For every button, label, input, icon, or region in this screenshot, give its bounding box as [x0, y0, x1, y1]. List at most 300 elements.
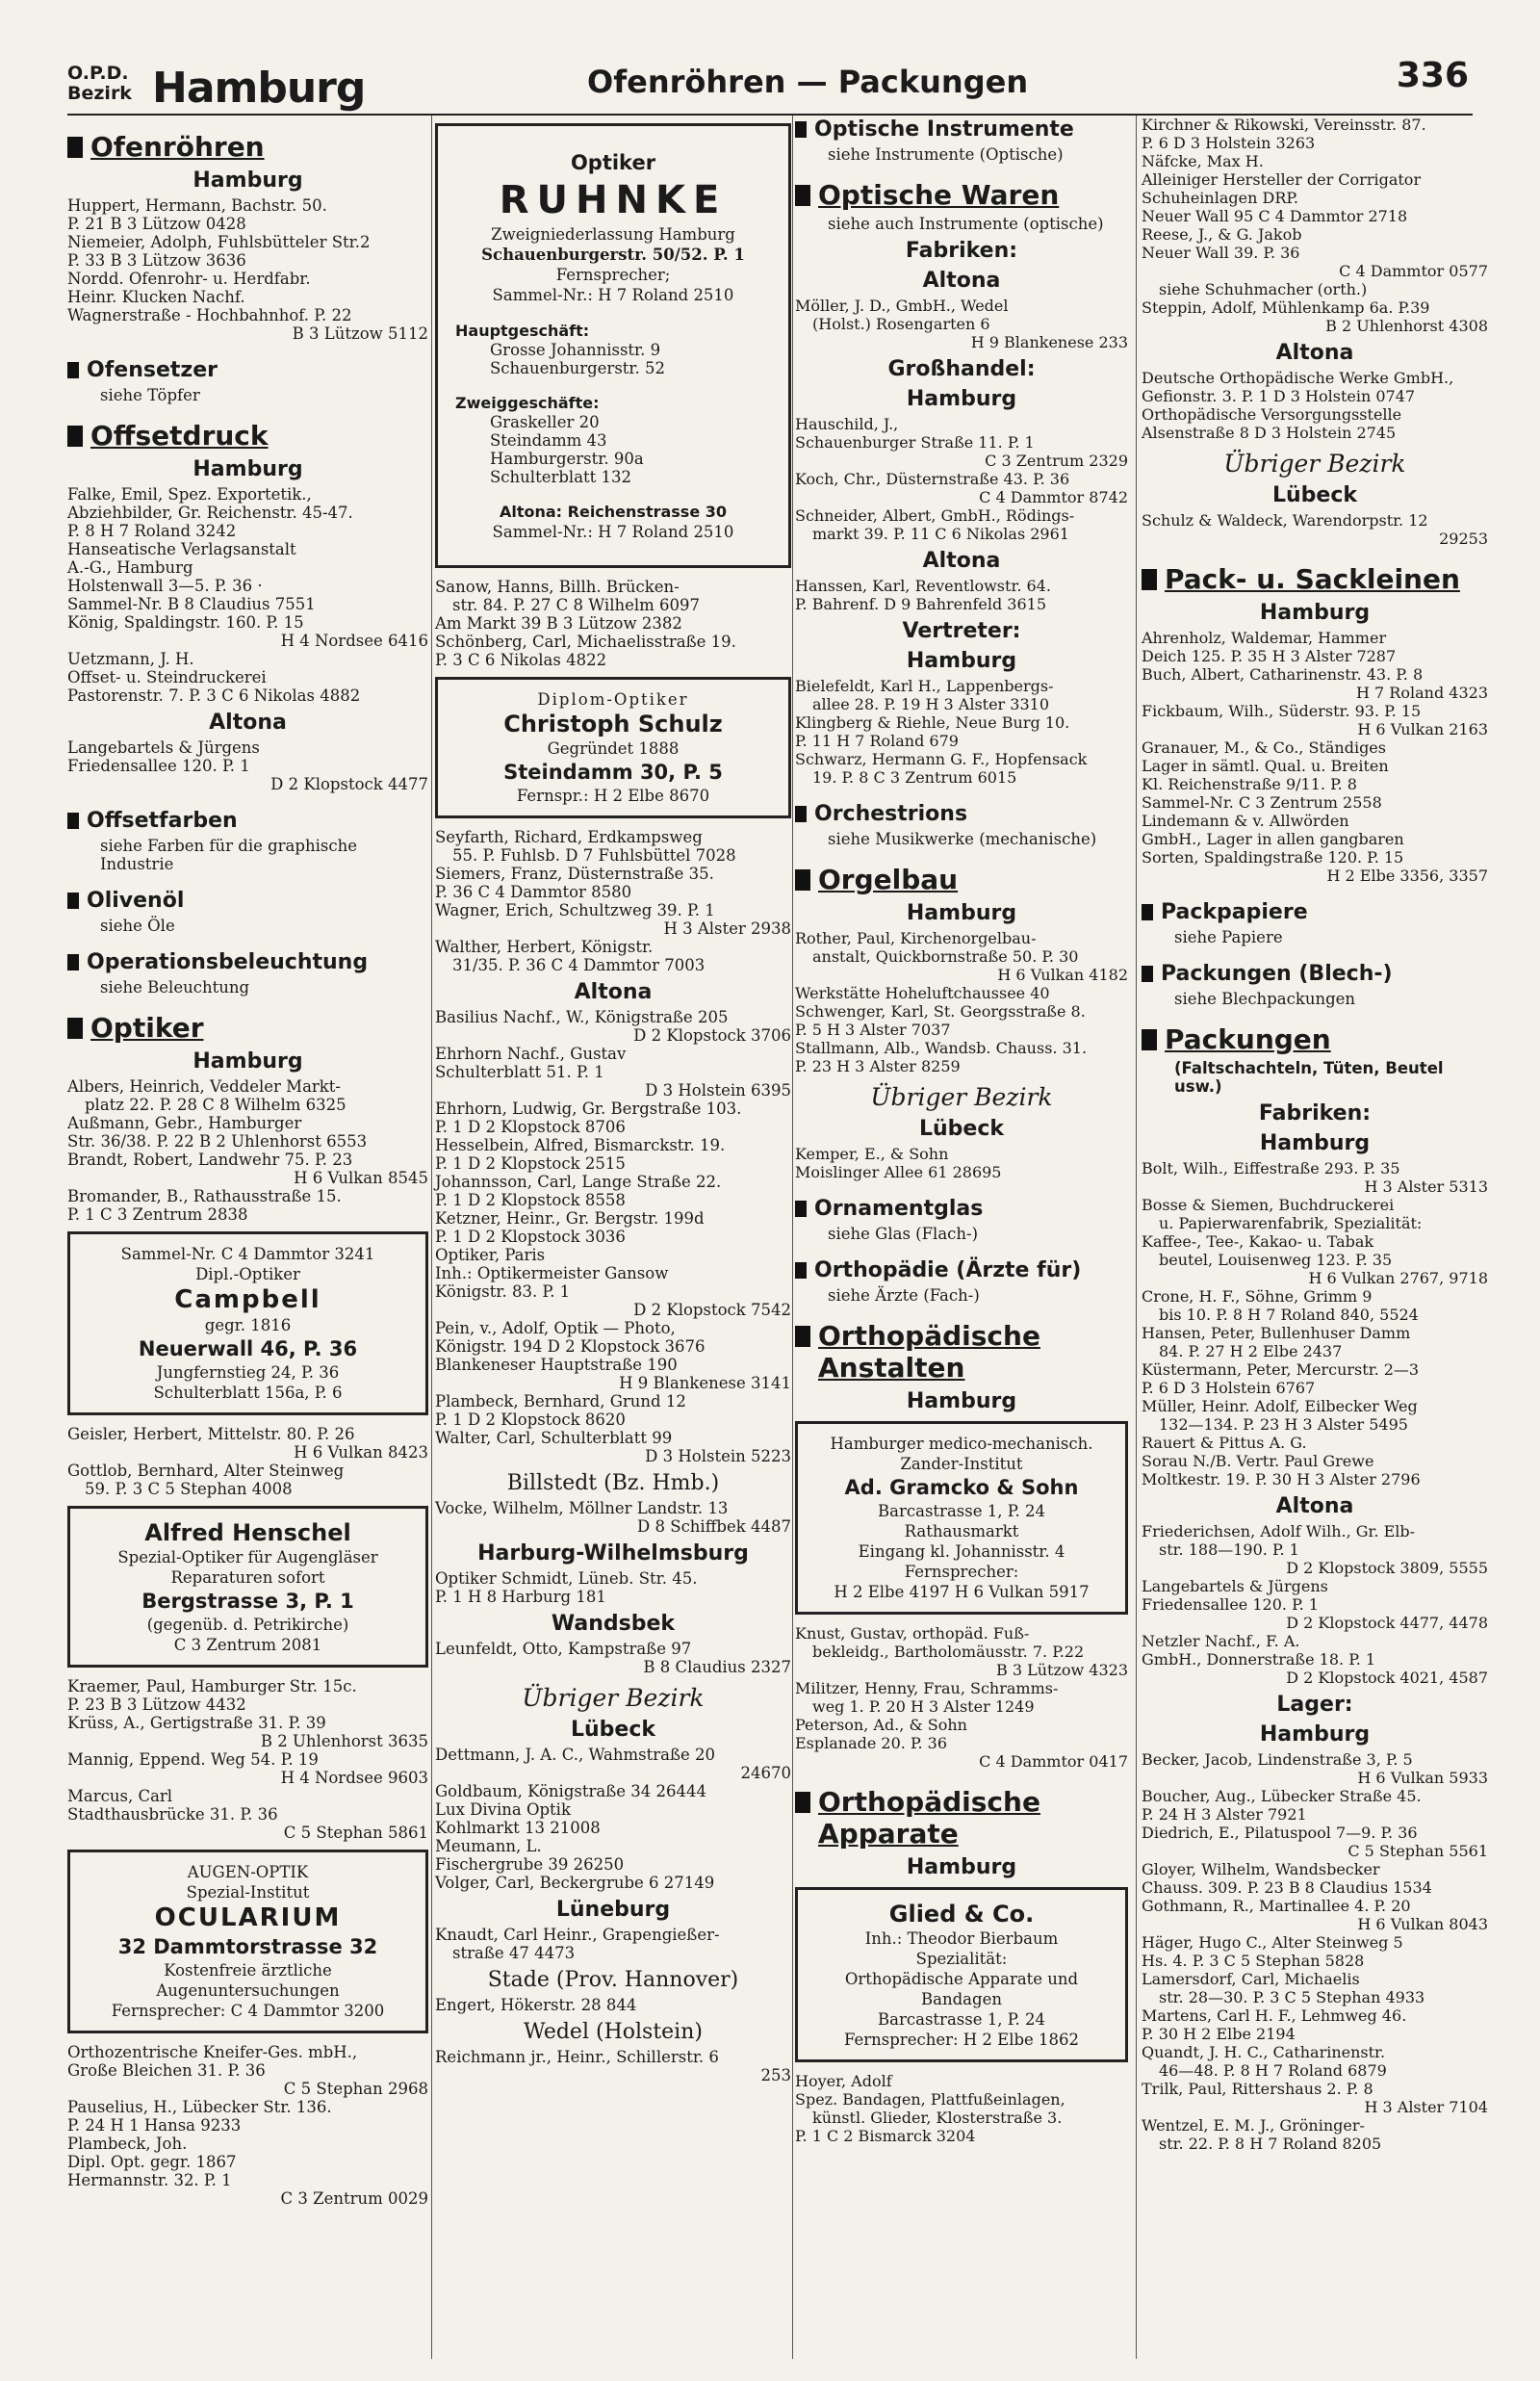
city-heading: Altona [209, 711, 287, 735]
entry-line: GmbH., Lager in allen gangbaren [1142, 830, 1404, 848]
entry-line: P. 23 B 3 Lützow 4432 [67, 1695, 246, 1714]
entry-line: Diedrich, E., Pilatuspool 7—9. P. 36 [1142, 1824, 1418, 1842]
entry-line: Brandt, Robert, Landwehr 75. P. 23 [67, 1151, 353, 1169]
entry-line: P. 33 B 3 Lützow 3636 [67, 251, 246, 270]
entry-line: bekleidg., Bartholomäusstr. 7. P.22 [812, 1643, 1085, 1661]
column-2 [435, 116, 791, 2084]
entry-line: Grosse Johannisstr. 9 [490, 341, 661, 359]
entry-line: str. 28—30. P. 3 C 5 Stephan 4933 [1159, 1988, 1425, 2006]
entry-line: künstl. Glieder, Klosterstraße 3. [812, 2109, 1063, 2127]
entry-line: H 9 Blankenese 233 [970, 333, 1128, 351]
city-heading: Hamburg [906, 1855, 1017, 1879]
column-divider [792, 116, 793, 2359]
entry-line: Hauschild, J., [795, 415, 899, 433]
entry-line: C 4 Dammtor 0577 [1339, 262, 1488, 280]
entry-line: Fischergrube 39 26250 [435, 1855, 625, 1874]
entry-line: Deutsche Orthopädische Werke GmbH., [1142, 369, 1454, 387]
entry-list [67, 738, 428, 793]
entry-line: Wagner, Erich, Schultzweg 39. P. 1 [435, 901, 715, 919]
city-heading: Stade (Prov. Hannover) [487, 1968, 739, 1992]
entry-line: Lamersdorf, Carl, Michaelis [1142, 1970, 1360, 1988]
advertiser-name: OCULARIUM [154, 1903, 342, 1932]
entry-list [795, 929, 1128, 1075]
entry-line: allee 28. P. 19 H 3 Alster 3310 [812, 695, 1050, 713]
entry-line: Huppert, Hermann, Bachstr. 50. [67, 196, 327, 215]
entry-line: H 2 Elbe 3356, 3357 [1326, 867, 1488, 885]
entry-list [67, 2043, 428, 2208]
entry-list [795, 677, 1128, 787]
entry-line: str. 22. P. 8 H 7 Roland 8205 [1159, 2135, 1382, 2153]
entry-line: Sorau N./B. Vertr. Paul Grewe [1142, 1452, 1374, 1470]
entry-line: Alsenstraße 8 D 3 Holstein 2745 [1142, 424, 1397, 442]
advertisement-glied: Glied & Co. Inh.: Theodor Bierbaum Spezialität: Orthopädische Apparate und Bandagen Barcastrasse 1, P. 24 Fernsprecher: H 2 Elbe 1862 [795, 1887, 1128, 2062]
entry-line: Steppin, Adolf, Mühlenkamp 6a. P.39 [1142, 298, 1430, 317]
entry-line: Inh.: Optikermeister Gansow [435, 1264, 669, 1282]
entry-list [435, 1569, 791, 1606]
entry-line: P. 30 H 2 Elbe 2194 [1142, 2025, 1296, 2043]
entry-line: weg 1. P. 20 H 3 Alster 1249 [812, 1697, 1035, 1716]
entry-line: P. 11 H 7 Roland 679 [795, 732, 959, 750]
entry-line: GmbH., Donnerstraße 18. P. 1 [1142, 1650, 1376, 1669]
entry-line: Steindamm 43 [490, 431, 607, 450]
entry-list [1142, 1750, 1488, 2153]
section-orthopaedie: Orthopädie (Ärzte für) [795, 1258, 1128, 1282]
entry-line: Hanseatische Verlagsanstalt [67, 540, 296, 558]
city-heading: Billstedt (Bz. Hmb.) [506, 1471, 720, 1495]
section-offsetdruck: Offsetdruck [67, 420, 428, 452]
entry-line: Militzer, Henny, Frau, Schramms- [795, 1679, 1059, 1697]
advertiser-name: Campbell [174, 1285, 321, 1314]
sub-heading: Fabriken: [905, 239, 1018, 263]
entry-list [1142, 116, 1488, 335]
city-heading: Hamburg [192, 168, 303, 193]
entry-line: Küstermann, Peter, Mercurstr. 2—3 [1142, 1360, 1420, 1379]
entry-line: Chauss. 309. P. 23 B 8 Claudius 1534 [1142, 1878, 1432, 1897]
entry-line: P. 36 C 4 Dammtor 8580 [435, 883, 632, 901]
entry-line: Meumann, L. [435, 1837, 542, 1855]
entry-line: Friederichsen, Adolf Wilh., Gr. Elb- [1142, 1522, 1416, 1540]
advertisement-schulz: Diplom-Optiker Christoph Schulz Gegründet 1888 Steindamm 30, P. 5 Fernspr.: H 2 Elbe 8670 [435, 677, 791, 818]
entry-line: Goldbaum, Königstraße 34 26444 [435, 1782, 706, 1800]
entry-list [67, 485, 428, 705]
entry-list [795, 577, 1128, 613]
entry-line: Gothmann, R., Martinallee 4. P. 20 [1142, 1897, 1411, 1915]
entry-line: Heinr. Klucken Nachf. [67, 288, 245, 306]
see-reference: siehe auch Instrumente (optische) [828, 215, 1104, 233]
entry-list [67, 1077, 428, 1224]
entry-line: P. 8 H 7 Roland 3242 [67, 522, 237, 540]
entry-line: 24670 [740, 1764, 791, 1782]
section-packungen: Packungen [1142, 1023, 1488, 1055]
entry-line: Seyfarth, Richard, Erdkampsweg [435, 828, 703, 846]
entry-line: P. 1 D 2 Klopstock 8558 [435, 1191, 626, 1209]
column-3 [795, 116, 1128, 2145]
entry-line: siehe Schuhmacher (orth.) [1159, 280, 1368, 298]
entry-line: Ahrenholz, Waldemar, Hammer [1142, 629, 1387, 647]
entry-line: Schuheinlagen DRP. [1142, 189, 1298, 207]
entry-line: Friedensallee 120. P. 1 [67, 757, 250, 775]
entry-line: P. 21 B 3 Lützow 0428 [67, 215, 246, 233]
see-reference: siehe Öle [100, 917, 175, 935]
entry-line: Offset- u. Steindruckerei [67, 668, 267, 686]
see-reference: siehe Ärzte (Fach-) [828, 1286, 980, 1305]
section-square-icon [1142, 569, 1157, 590]
city-heading: Hamburg [1259, 601, 1371, 625]
entry-line: Kl. Reichenstraße 9/11. P. 8 [1142, 775, 1357, 793]
entry-line: 59. P. 3 C 5 Stephan 4008 [85, 1480, 293, 1498]
entry-line: Plambeck, Bernhard, Grund 12 [435, 1392, 686, 1410]
entry-line: Deich 125. P. 35 H 3 Alster 7287 [1142, 647, 1397, 665]
entry-line: str. 84. P. 27 C 8 Wilhelm 6097 [452, 596, 701, 614]
entry-line: Kemper, E., & Sohn [795, 1145, 949, 1163]
regional-heading: Übriger Bezirk [522, 1684, 705, 1712]
entry-line: Knaudt, Carl Heinr., Grapengießer- [435, 1926, 720, 1944]
entry-line: Hermannstr. 32. P. 1 [67, 2171, 232, 2189]
entry-line: Quandt, J. H. C., Catharinenstr. [1142, 2043, 1386, 2061]
entry-line: H 9 Blankenese 3141 [619, 1374, 791, 1392]
section-olivenoel: Olivenöl [67, 889, 428, 913]
entry-line: D 3 Holstein 5223 [645, 1447, 791, 1465]
entry-line: Pein, v., Adolf, Optik — Photo, [435, 1319, 676, 1337]
entry-line: C 5 Stephan 2968 [283, 2080, 428, 2098]
entry-line: Martens, Carl H. F., Lehmweg 46. [1142, 2006, 1407, 2025]
entry-line: Möller, J. D., GmbH., Wedel [795, 297, 1009, 315]
city-heading: Hamburg [1259, 1131, 1371, 1155]
entry-line: C 4 Dammtor 0417 [979, 1752, 1128, 1771]
entry-line: Kohlmarkt 13 21008 [435, 1819, 601, 1837]
entry-line: Neuer Wall 39. P. 36 [1142, 244, 1300, 262]
section-square-icon [1142, 1029, 1157, 1050]
entry-line: 46—48. P. 8 H 7 Roland 6879 [1159, 2061, 1387, 2080]
city-heading: Lübeck [1271, 483, 1358, 507]
entry-line: P. 3 C 6 Nikolas 4822 [435, 651, 607, 669]
entry-line: Netzler Nachf., F. A. [1142, 1632, 1300, 1650]
entry-line: Plambeck, Joh. [67, 2135, 188, 2153]
advertisement-campbell: Sammel-Nr. C 4 Dammtor 3241 Dipl.-Optiker Campbell gegr. 1816 Neuerwall 46, P. 36 Jungfernstieg 24, P. 36 Schulterblatt 156a, P. 6 [67, 1231, 428, 1415]
entry-line: Bromander, B., Rathausstraße 15. [67, 1187, 342, 1205]
advertiser-name: Glied & Co. [888, 1901, 1035, 1928]
entry-line: Str. 36/38. P. 22 B 2 Uhlenhorst 6553 [67, 1132, 368, 1151]
section-orthopaedische-apparate: Orthopädische Apparate [795, 1786, 1128, 1850]
see-reference: siehe Instrumente (Optische) [828, 145, 1064, 164]
entry-line: 253 [760, 2066, 791, 2084]
entry-line: Optiker, Paris [435, 1246, 546, 1264]
entry-line: Koch, Chr., Düsternstraße 43. P. 36 [795, 470, 1070, 488]
entry-line: D 2 Klopstock 4477, 4478 [1286, 1614, 1488, 1632]
entry-line: P. 24 H 1 Hansa 9233 [67, 2116, 242, 2135]
entry-line: H 6 Vulkan 8423 [294, 1443, 428, 1462]
entry-line: markt 39. P. 11 C 6 Nikolas 2961 [812, 525, 1069, 543]
entry-line: Schauenburgerstr. 52 [490, 359, 665, 377]
entry-line: B 2 Uhlenhorst 4308 [1325, 317, 1488, 335]
entry-line: P. Bahrenf. D 9 Bahrenfeld 3615 [795, 595, 1046, 613]
section-square-icon [795, 1262, 807, 1279]
city-heading: Altona [1275, 1494, 1354, 1518]
entry-line: C 4 Dammtor 8742 [979, 488, 1128, 506]
entry-line: D 3 Holstein 6395 [645, 1081, 791, 1100]
entry-line: Häger, Hugo C., Alter Steinweg 5 [1142, 1933, 1403, 1952]
advertiser-name: Alfred Henschel [144, 1519, 351, 1546]
entry-list [1142, 1522, 1488, 1687]
entry-line: H 7 Roland 4323 [1356, 684, 1488, 702]
entry-line: Königstr. 83. P. 1 [435, 1282, 571, 1301]
section-square-icon [795, 1326, 810, 1347]
entry-line: B 3 Lützow 5112 [292, 324, 428, 343]
entry-line: C 3 Zentrum 0029 [280, 2189, 428, 2208]
entry-line: Hamburgerstr. 90a [490, 450, 644, 468]
entry-line: Bosse & Siemen, Buchdruckerei [1142, 1196, 1395, 1214]
entry-list [1142, 369, 1488, 442]
advertisement-ocularium: AUGEN-OPTIK Spezial-Institut OCULARIUM 32 Dammtorstrasse 32 Kostenfreie ärztliche Augenuntersuchungen Fernsprecher: C 4 Dammtor 3200 [67, 1850, 428, 2033]
advertiser-name: Ad. Gramcko & Sohn [844, 1476, 1079, 1499]
entry-line: Schulterblatt 51. P. 1 [435, 1063, 604, 1081]
entry-line: P. 1 C 2 Bismarck 3204 [795, 2127, 976, 2145]
regional-heading: Übriger Bezirk [870, 1083, 1053, 1111]
entry-list [795, 297, 1128, 351]
section-square-icon [67, 893, 79, 909]
section-square-icon [67, 362, 79, 378]
section-optische-waren: Optische Waren [795, 179, 1128, 211]
section-square-icon [795, 869, 810, 891]
entry-line: Schulz & Waldeck, Warendorpstr. 12 [1142, 511, 1428, 530]
entry-line: Volger, Carl, Beckergrube 6 27149 [435, 1874, 715, 1892]
entry-line: 31/35. P. 36 C 4 Dammtor 7003 [452, 956, 706, 974]
entry-line: Dipl. Opt. gegr. 1867 [67, 2153, 237, 2171]
section-operationsbeleuchtung: Operationsbeleuchtung [67, 950, 428, 974]
entry-line: u. Papierwarenfabrik, Spezialität: [1159, 1214, 1423, 1232]
entry-line: Kirchner & Rikowski, Vereinsstr. 87. [1142, 116, 1426, 134]
entry-line: P. 6 D 3 Holstein 3263 [1142, 134, 1316, 152]
entry-list [795, 2072, 1128, 2145]
city-heading: Lübeck [570, 1718, 656, 1742]
entry-line: Schwarz, Hermann G. F., Hopfensack [795, 750, 1088, 768]
column-4 [1142, 116, 1488, 2153]
city-heading: Altona [574, 980, 653, 1004]
entry-line: Müller, Heinr. Adolf, Eilbecker Weg [1142, 1397, 1418, 1415]
entry-line: Langebartels & Jürgens [67, 738, 260, 757]
entry-line: Boucher, Aug., Lübecker Straße 45. [1142, 1787, 1422, 1805]
see-reference: siehe Musikwerke (mechanische) [828, 830, 1097, 848]
sub-heading: Fabriken: [1258, 1101, 1372, 1126]
section-packungen-blech: Packungen (Blech-) [1142, 962, 1488, 986]
section-optische-instrumente: Optische Instrumente [795, 117, 1128, 142]
entry-line: Wentzel, E. M. J., Gröninger- [1142, 2116, 1365, 2135]
entry-line: platz 22. P. 28 C 8 Wilhelm 6325 [85, 1096, 346, 1114]
entry-list [435, 1926, 791, 1962]
entry-line: Niemeier, Adolph, Fuhlsbütteler Str.2 [67, 233, 371, 251]
section-square-icon [795, 1201, 807, 1217]
city-heading: Hamburg [906, 1389, 1017, 1413]
section-square-icon [795, 185, 810, 206]
entry-line: Stallmann, Alb., Wandsb. Chauss. 31. [795, 1039, 1088, 1057]
entry-line: C 5 Stephan 5861 [283, 1824, 428, 1842]
entry-line: Knust, Gustav, orthopäd. Fuß- [795, 1624, 1030, 1643]
entry-list [67, 196, 428, 343]
entry-line: P. 1 D 2 Klopstock 2515 [435, 1154, 626, 1173]
entry-list [435, 1640, 791, 1676]
city-heading: Hamburg [192, 457, 303, 481]
sub-heading: Lager: [1276, 1693, 1353, 1717]
entry-line: Neuer Wall 95 C 4 Dammtor 2718 [1142, 207, 1408, 225]
entry-line: str. 188—190. P. 1 [1159, 1540, 1299, 1559]
entry-line: D 2 Klopstock 3706 [633, 1026, 791, 1045]
entry-line: Kaffee-, Tee-, Kakao- u. Tabak [1142, 1232, 1374, 1251]
section-orchestrions: Orchestrions [795, 802, 1128, 826]
entry-line: P. 23 H 3 Alster 8259 [795, 1057, 961, 1075]
section-optiker: Optiker [67, 1012, 428, 1044]
section-square-icon [1142, 966, 1153, 982]
entry-line: Orthozentrische Kneifer-Ges. mbH., [67, 2043, 358, 2061]
page-number: 336 [1396, 56, 1469, 95]
entry-line: Hanssen, Karl, Reventlowstr. 64. [795, 577, 1051, 595]
entry-line: Hesselbein, Alfred, Bismarckstr. 19. [435, 1136, 726, 1154]
city-heading: Lübeck [918, 1117, 1005, 1141]
entry-line: Große Bleichen 31. P. 36 [67, 2061, 266, 2080]
entry-line: C 5 Stephan 5561 [1348, 1842, 1488, 1860]
city-heading: Hamburg [906, 901, 1017, 925]
entry-line: Albers, Heinrich, Veddeler Markt- [67, 1077, 341, 1096]
entry-list [435, 1996, 791, 2014]
entry-line: Gefionstr. 3. P. 1 D 3 Holstein 0747 [1142, 387, 1416, 405]
entry-line: P. 1 H 8 Harburg 181 [435, 1588, 606, 1606]
entry-line: Crone, H. F., Söhne, Grimm 9 [1142, 1287, 1373, 1306]
section-ofenroehren: Ofenröhren [67, 131, 428, 163]
entry-line: H 6 Vulkan 5933 [1357, 1769, 1488, 1787]
section-square-icon [67, 813, 79, 829]
entry-line: Königstr. 194 D 2 Klopstock 3676 [435, 1337, 706, 1356]
entry-line: Am Markt 39 B 3 Lützow 2382 [435, 614, 682, 633]
entry-line: Werkstätte Hoheluftchaussee 40 [795, 984, 1050, 1002]
section-square-icon [67, 1018, 83, 1039]
entry-line: H 6 Vulkan 2163 [1357, 720, 1488, 738]
entry-line: Bolt, Wilh., Eiffestraße 293. P. 35 [1142, 1159, 1400, 1178]
entry-line: Leunfeldt, Otto, Kampstraße 97 [435, 1640, 692, 1658]
entry-list [67, 1425, 428, 1498]
entry-line: Engert, Hökerstr. 28 844 [435, 1996, 637, 2014]
section-square-icon [1142, 904, 1153, 920]
see-reference: siehe Glas (Flach-) [828, 1225, 979, 1243]
entry-line: C 3 Zentrum 2329 [985, 452, 1128, 470]
entry-line: Granauer, M., & Co., Ständiges [1142, 738, 1386, 757]
entry-line: Buch, Albert, Catharinenstr. 43. P. 8 [1142, 665, 1424, 684]
entry-line: Peterson, Ad., & Sohn [795, 1716, 967, 1734]
entry-line: Lindemann & v. Allwörden [1142, 812, 1349, 830]
entry-line: H 4 Nordsee 6416 [280, 632, 428, 650]
entry-line: Schauenburger Straße 11. P. 1 [795, 433, 1035, 452]
see-reference: siehe Beleuchtung [100, 978, 250, 996]
entry-list [435, 828, 791, 974]
entry-line: Blankeneser Hauptstraße 190 [435, 1356, 678, 1374]
see-reference: siehe Töpfer [100, 386, 200, 404]
entry-line: 132—134. P. 23 H 3 Alster 5495 [1159, 1415, 1408, 1434]
entry-line: Marcus, Carl [67, 1787, 173, 1805]
entry-line: Kraemer, Paul, Hamburger Str. 15c. [67, 1677, 357, 1695]
entry-list [795, 1624, 1128, 1771]
entry-line: D 2 Klopstock 4477 [270, 775, 428, 793]
city-heading: Hamburg [906, 387, 1017, 411]
entry-line: Walther, Herbert, Königstr. [435, 938, 654, 956]
entry-line: A.-G., Hamburg [67, 558, 193, 577]
entry-line: Geisler, Herbert, Mittelstr. 80. P. 26 [67, 1425, 355, 1443]
entry-line: Wagnerstraße - Hochbahnhof. P. 22 [67, 306, 352, 324]
entry-line: Schneider, Albert, GmbH., Rödings- [795, 506, 1075, 525]
entry-list [1142, 511, 1488, 548]
entry-line: Schwenger, Karl, St. Georgsstraße 8. [795, 1002, 1086, 1021]
advertiser-name: RUHNKE [499, 178, 728, 222]
entry-line: Vocke, Wilhelm, Möllner Landstr. 13 [435, 1499, 729, 1517]
advertisement-henschel: Alfred Henschel Spezial-Optiker für Augengläser Reparaturen sofort Bergstrasse 3, P. 1 (gegenüb. d. Petrikirche) C 3 Zentrum 2081 [67, 1506, 428, 1668]
entry-line: König, Spaldingstr. 160. P. 15 [67, 613, 304, 632]
header-title: Ofenröhren — Packungen [587, 64, 1029, 100]
entry-line: Lager in sämtl. Qual. u. Breiten [1142, 757, 1389, 775]
entry-line: Graskeller 20 [490, 413, 600, 431]
entry-line: 55. P. Fuhlsb. D 7 Fuhlsbüttel 7028 [452, 846, 736, 865]
entry-line: Pastorenstr. 7. P. 3 C 6 Nikolas 4882 [67, 686, 361, 705]
column-divider [431, 116, 432, 2359]
entry-list [435, 2048, 791, 2084]
entry-list [435, 1499, 791, 1536]
header-city: Hamburg [152, 64, 366, 113]
city-heading: Wandsbek [551, 1612, 676, 1636]
section-square-icon [67, 137, 83, 158]
entry-line: P. 1 D 2 Klopstock 8706 [435, 1118, 626, 1136]
sub-heading: Vertreter: [902, 619, 1021, 643]
entry-line: anstalt, Quickbornstraße 50. P. 30 [812, 947, 1079, 966]
section-square-icon [795, 1792, 810, 1813]
see-reference: (Faltschachteln, Tüten, Beutel usw.) [1174, 1059, 1444, 1096]
entry-line: Spez. Bandagen, Plattfußeinlagen, [795, 2090, 1065, 2109]
entry-line: P. 24 H 3 Alster 7921 [1142, 1805, 1307, 1824]
entry-line: Hoyer, Adolf [795, 2072, 892, 2090]
city-heading: Hamburg [906, 649, 1017, 673]
entry-line: H 3 Alster 2938 [663, 919, 791, 938]
entry-line: Rauert & Pittus A. G. [1142, 1434, 1307, 1452]
section-offsetfarben: Offsetfarben [67, 809, 428, 833]
advertiser-name: Christoph Schulz [503, 711, 723, 738]
entry-line: Reichmann jr., Heinr., Schillerstr. 6 [435, 2048, 719, 2066]
entry-line: Becker, Jacob, Lindenstraße 3, P. 5 [1142, 1750, 1413, 1769]
entry-line: Sorten, Spaldingstraße 120. P. 15 [1142, 848, 1404, 867]
section-orthopaedische-anstalten: Orthopädische Anstalten [795, 1320, 1128, 1384]
entry-line: P. 6 D 3 Holstein 6767 [1142, 1379, 1316, 1397]
section-pack-u-sackleinen: Pack- u. Sackleinen [1142, 563, 1488, 595]
regional-heading: Übriger Bezirk [1223, 450, 1406, 478]
entry-line: Abziehbilder, Gr. Reichenstr. 45-47. [67, 504, 353, 522]
entry-line: Ketzner, Heinr., Gr. Bergstr. 199d [435, 1209, 705, 1228]
entry-line: Schönberg, Carl, Michaelisstraße 19. [435, 633, 736, 651]
entry-line: Fickbaum, Wilh., Süderstr. 93. P. 15 [1142, 702, 1422, 720]
city-heading: Altona [1275, 341, 1354, 365]
entry-line: B 2 Uhlenhorst 3635 [260, 1732, 428, 1750]
entry-line: Schulterblatt 132 [490, 468, 632, 486]
entry-line: bis 10. P. 8 H 7 Roland 840, 5524 [1159, 1306, 1419, 1324]
entry-line: Holstenwall 3—5. P. 36 · [67, 577, 263, 595]
entry-line: Hansen, Peter, Bullenhuser Damm [1142, 1324, 1411, 1342]
entry-line: D 2 Klopstock 7542 [633, 1301, 791, 1319]
advertisement-gramcko: Hamburger medico-mechanisch. Zander-Institut Ad. Gramcko & Sohn Barcastrasse 1, P. 24 Rathausmarkt Eingang kl. Johannisstr. 4 Fernsprecher: H 2 Elbe 4197 H 6 Vulkan 5917 [795, 1421, 1128, 1615]
page-header [67, 56, 1473, 116]
city-heading: Hamburg [1259, 1722, 1371, 1747]
column-divider [1136, 116, 1137, 2359]
entry-line: Falke, Emil, Spez. Exportetik., [67, 485, 312, 504]
entry-line: Bielefeldt, Karl H., Lappenbergs- [795, 677, 1054, 695]
entry-line: Orthopädische Versorgungsstelle [1142, 405, 1402, 424]
entry-line: Basilius Nachf., W., Königstraße 205 [435, 1008, 729, 1026]
district-label: O.P.D. Bezirk [67, 63, 132, 104]
entry-line: D 2 Klopstock 3809, 5555 [1286, 1559, 1488, 1577]
section-square-icon [795, 806, 807, 822]
entry-line: Gottlob, Bernhard, Alter Steinweg [67, 1462, 345, 1480]
